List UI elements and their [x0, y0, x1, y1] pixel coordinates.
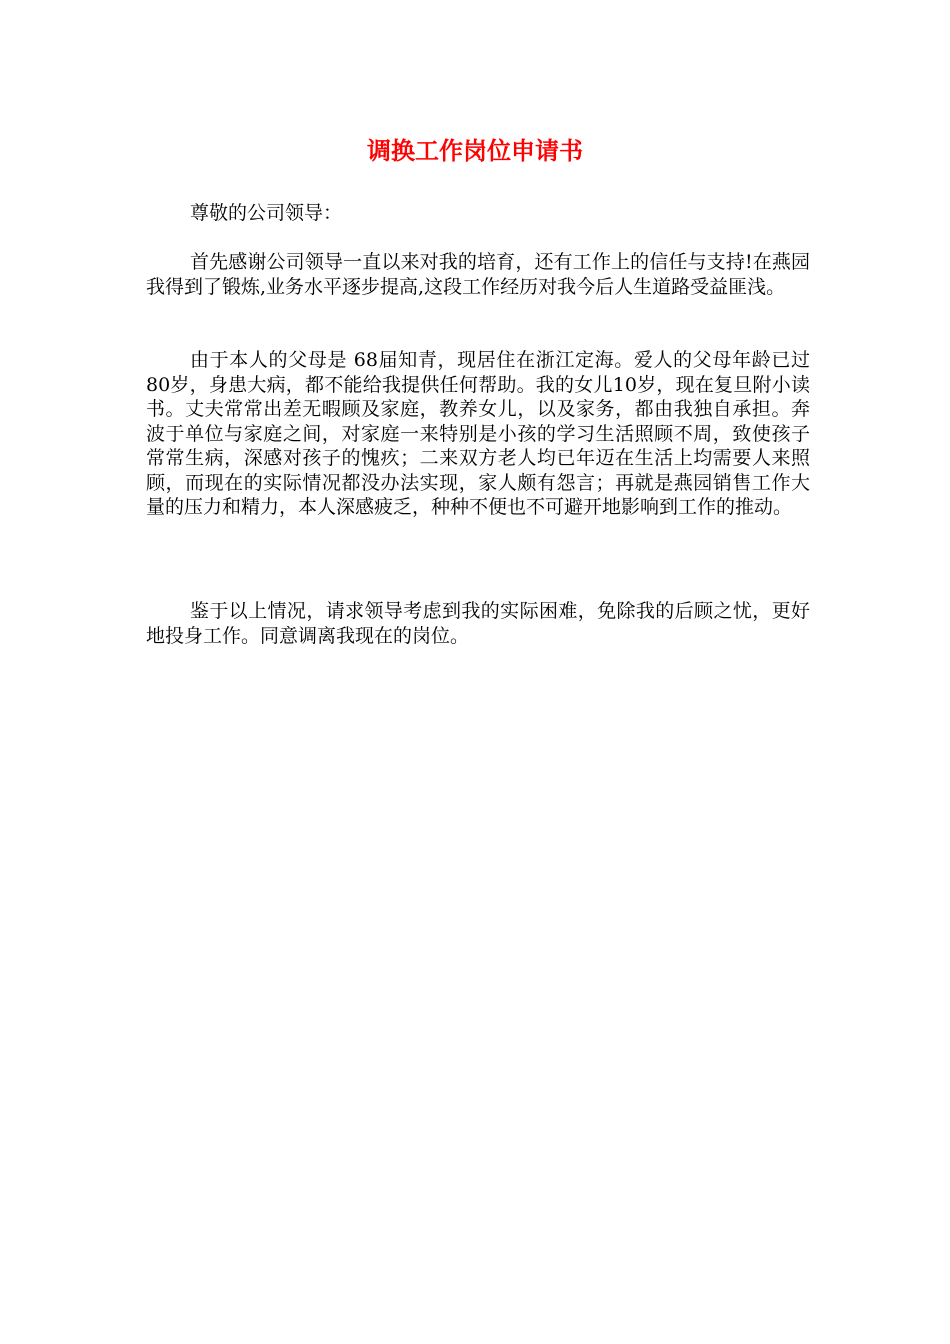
paragraph-family-situation: 由于本人的父母是 68届知青，现居住在浙江定海。爱人的父母年龄已过80岁，身患大病，都不能给我提供任何帮助。我的女儿10岁，现在复旦附小读书。丈夫常常出差无暇顾及家庭，教养女儿，以及家务，都由我独自承担。奔波于单位与家庭之间，对家庭一来特别是小孩的学习生活照顾不周，致使孩子常常生病，深感对孩子的愧疚；二来双方老人均已年迈在生活上均需要人来照顾，而现在的实际情况都没办法实现，家人颇有怨言；再就是燕园销售工作大量的压力和精力，本人深感疲乏，种种不便也不可避开地影响到工作的推动。 [146, 349, 810, 518]
paragraph-gratitude: 首先感谢公司领导一直以来对我的培育，还有工作上的信任与支持!在燕园我得到了锻炼,业务水平逐步提高,这段工作经历对我今后人生道路受益匪浅。 [146, 251, 810, 298]
salutation: 尊敬的公司领导： [190, 202, 343, 224]
paragraph-request: 鉴于以上情况，请求领导考虑到我的实际困难，免除我的后顾之忧，更好地投身工作。同意调离我现在的岗位。 [146, 600, 810, 647]
document-title: 调换工作岗位申请书 [367, 137, 583, 165]
